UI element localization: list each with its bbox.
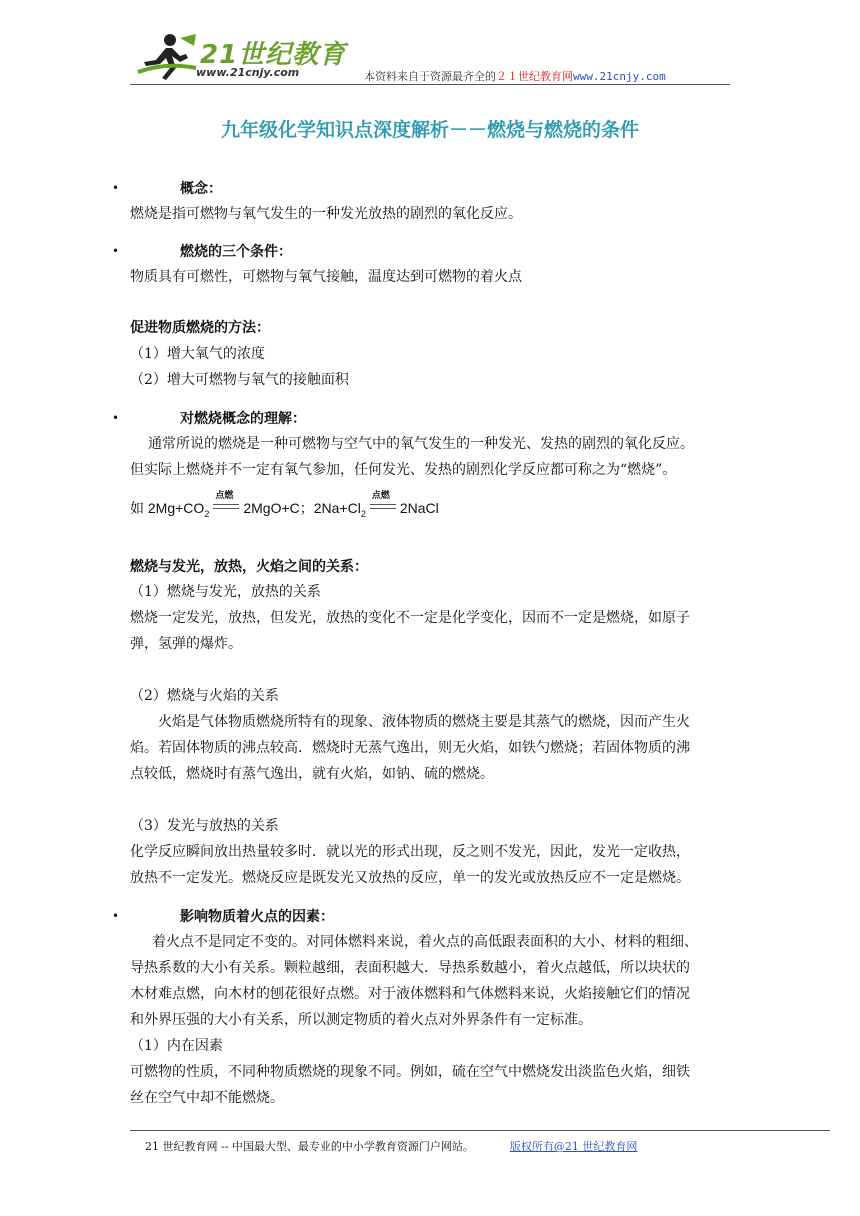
bullet-icon: •: [112, 411, 120, 425]
document-title: 九年级化学知识点深度解析－－燃烧与燃烧的条件: [220, 119, 639, 141]
equation-part: 如 2Mg+CO: [130, 500, 205, 516]
bullet-icon: •: [112, 244, 120, 258]
understanding-heading: 对燃烧概念的理解：: [180, 411, 306, 427]
reaction-condition: 点燃: [215, 491, 234, 502]
conditions-text: 物质具有可燃性，可燃物与氧气接触，温度达到可燃物的着火点: [130, 269, 522, 285]
runner-icon: [136, 32, 198, 82]
promote-item: （1）增大氧气的浓度: [130, 346, 265, 362]
conditions-heading: 燃烧的三个条件：: [180, 244, 292, 260]
relation-heading: 燃烧与发光，放热，火焰之间的关系：: [130, 559, 368, 575]
site-logo: [130, 28, 350, 84]
reaction-condition: 点燃: [371, 491, 390, 502]
note-site-name[interactable]: ２１世纪教育网: [496, 70, 573, 83]
equation-subscript: 2: [360, 508, 366, 519]
ignition-text: 木材难点燃，向木材的刨花很好点燃。对于液体燃料和气体燃料来说，火焰接触它们的情况: [130, 986, 690, 1002]
promote-heading: 促进物质燃烧的方法：: [130, 320, 270, 336]
bullet-icon: •: [112, 909, 120, 923]
note-prefix: 本资料来自于资源最齐全的: [364, 70, 496, 83]
reaction-arrow: [209, 491, 243, 516]
relation-text: 点较低，燃烧时有蒸气逸出，就有火焰，如钠、硫的燃烧。: [130, 766, 494, 782]
copyright-link[interactable]: 版权所有@21 世纪教育网: [509, 1140, 638, 1153]
relation-text: 火焰是气体物质燃烧所特有的现象、液体物质的燃烧主要是其蒸气的燃烧，因而产生火: [158, 714, 690, 730]
understanding-line: 通常所说的燃烧是一种可燃物与空气中的氧气发生的一种发光、发热的剧烈的氧化反应。: [148, 436, 694, 452]
relation-text: 燃烧一定发光，放热，但发光，放热的变化不一定是化学变化，因而不一定是燃烧，如原子: [130, 610, 690, 626]
understanding-line: 但实际上燃烧并不一定有氧气参加，任何发光、发热的剧烈化学反应都可称之为“燃烧”。: [130, 462, 677, 478]
chemical-equations: [130, 491, 439, 519]
reaction-arrow: [366, 491, 400, 516]
ignition-text: 导热系数的大小有关系。颗粒越细，表面积越大．导热系数越小，着火点越低，所以块状的: [130, 960, 690, 976]
ignition-subtitle: （1）内在因素: [130, 1038, 223, 1054]
logo-text: 21世纪教育: [200, 40, 347, 70]
ignition-text: 丝在空气中却不能燃烧。: [130, 1090, 284, 1106]
relation-text: 化学反应瞬间放出热量较多时．就以光的形式出现，反之则不发光，因此，发光一定收热，: [130, 844, 690, 860]
header-source-note: [364, 68, 666, 84]
footer-text: 21 世纪教育网 -- 中国最大型、最专业的中小学教育资源门户网站。: [145, 1140, 474, 1153]
equation-part: 2MgO+C；2Na+Cl: [243, 500, 361, 516]
footer-divider: [130, 1130, 830, 1131]
note-site-url[interactable]: www.21cnjy.com: [573, 70, 666, 83]
reaction-bars: [370, 504, 396, 509]
promote-item: （2）增大可燃物与氧气的接触面积: [130, 372, 349, 388]
bullet-icon: •: [112, 181, 120, 195]
concept-heading: 概念：: [180, 181, 222, 197]
logo-url: www.21cnjy.com: [196, 66, 300, 79]
ignition-heading: 影响物质着火点的因素：: [180, 909, 334, 925]
relation-text: 焰。若固体物质的沸点较高．燃烧时无蒸气逸出，则无火焰，如铁勺燃烧；若固体物质的沸: [130, 740, 690, 756]
ignition-text: 着火点不是同定不变的。对同体燃料来说，着火点的高低跟表面积的大小、材料的粗细、: [152, 934, 698, 950]
page-footer: [145, 1138, 637, 1154]
relation-subtitle: （3）发光与放热的关系: [130, 818, 279, 834]
page-header: [130, 28, 730, 88]
relation-text: 放热不一定发光。燃烧反应是既发光又放热的反应，单一的发光或放热反应不一定是燃烧。: [130, 870, 690, 886]
relation-subtitle: （1）燃烧与发光，放热的关系: [130, 584, 321, 600]
equation-subscript: 2: [204, 508, 210, 519]
ignition-text: 和外界压强的大小有关系，所以测定物质的着火点对外界条件有一定标准。: [130, 1012, 592, 1028]
concept-text: 燃烧是指可燃物与氧气发生的一种发光放热的剧烈的氧化反应。: [130, 206, 522, 222]
ignition-text: 可燃物的性质，不同种物质燃烧的现象不同。例如，硫在空气中燃烧发出淡监色火焰，细铁: [130, 1064, 690, 1080]
equation-part: 2NaCl: [399, 500, 439, 516]
relation-text: 弹，氢弹的爆炸。: [130, 636, 242, 652]
relation-subtitle: （2）燃烧与火焰的关系: [130, 688, 279, 704]
header-divider: [130, 84, 730, 85]
reaction-bars: [213, 504, 239, 509]
